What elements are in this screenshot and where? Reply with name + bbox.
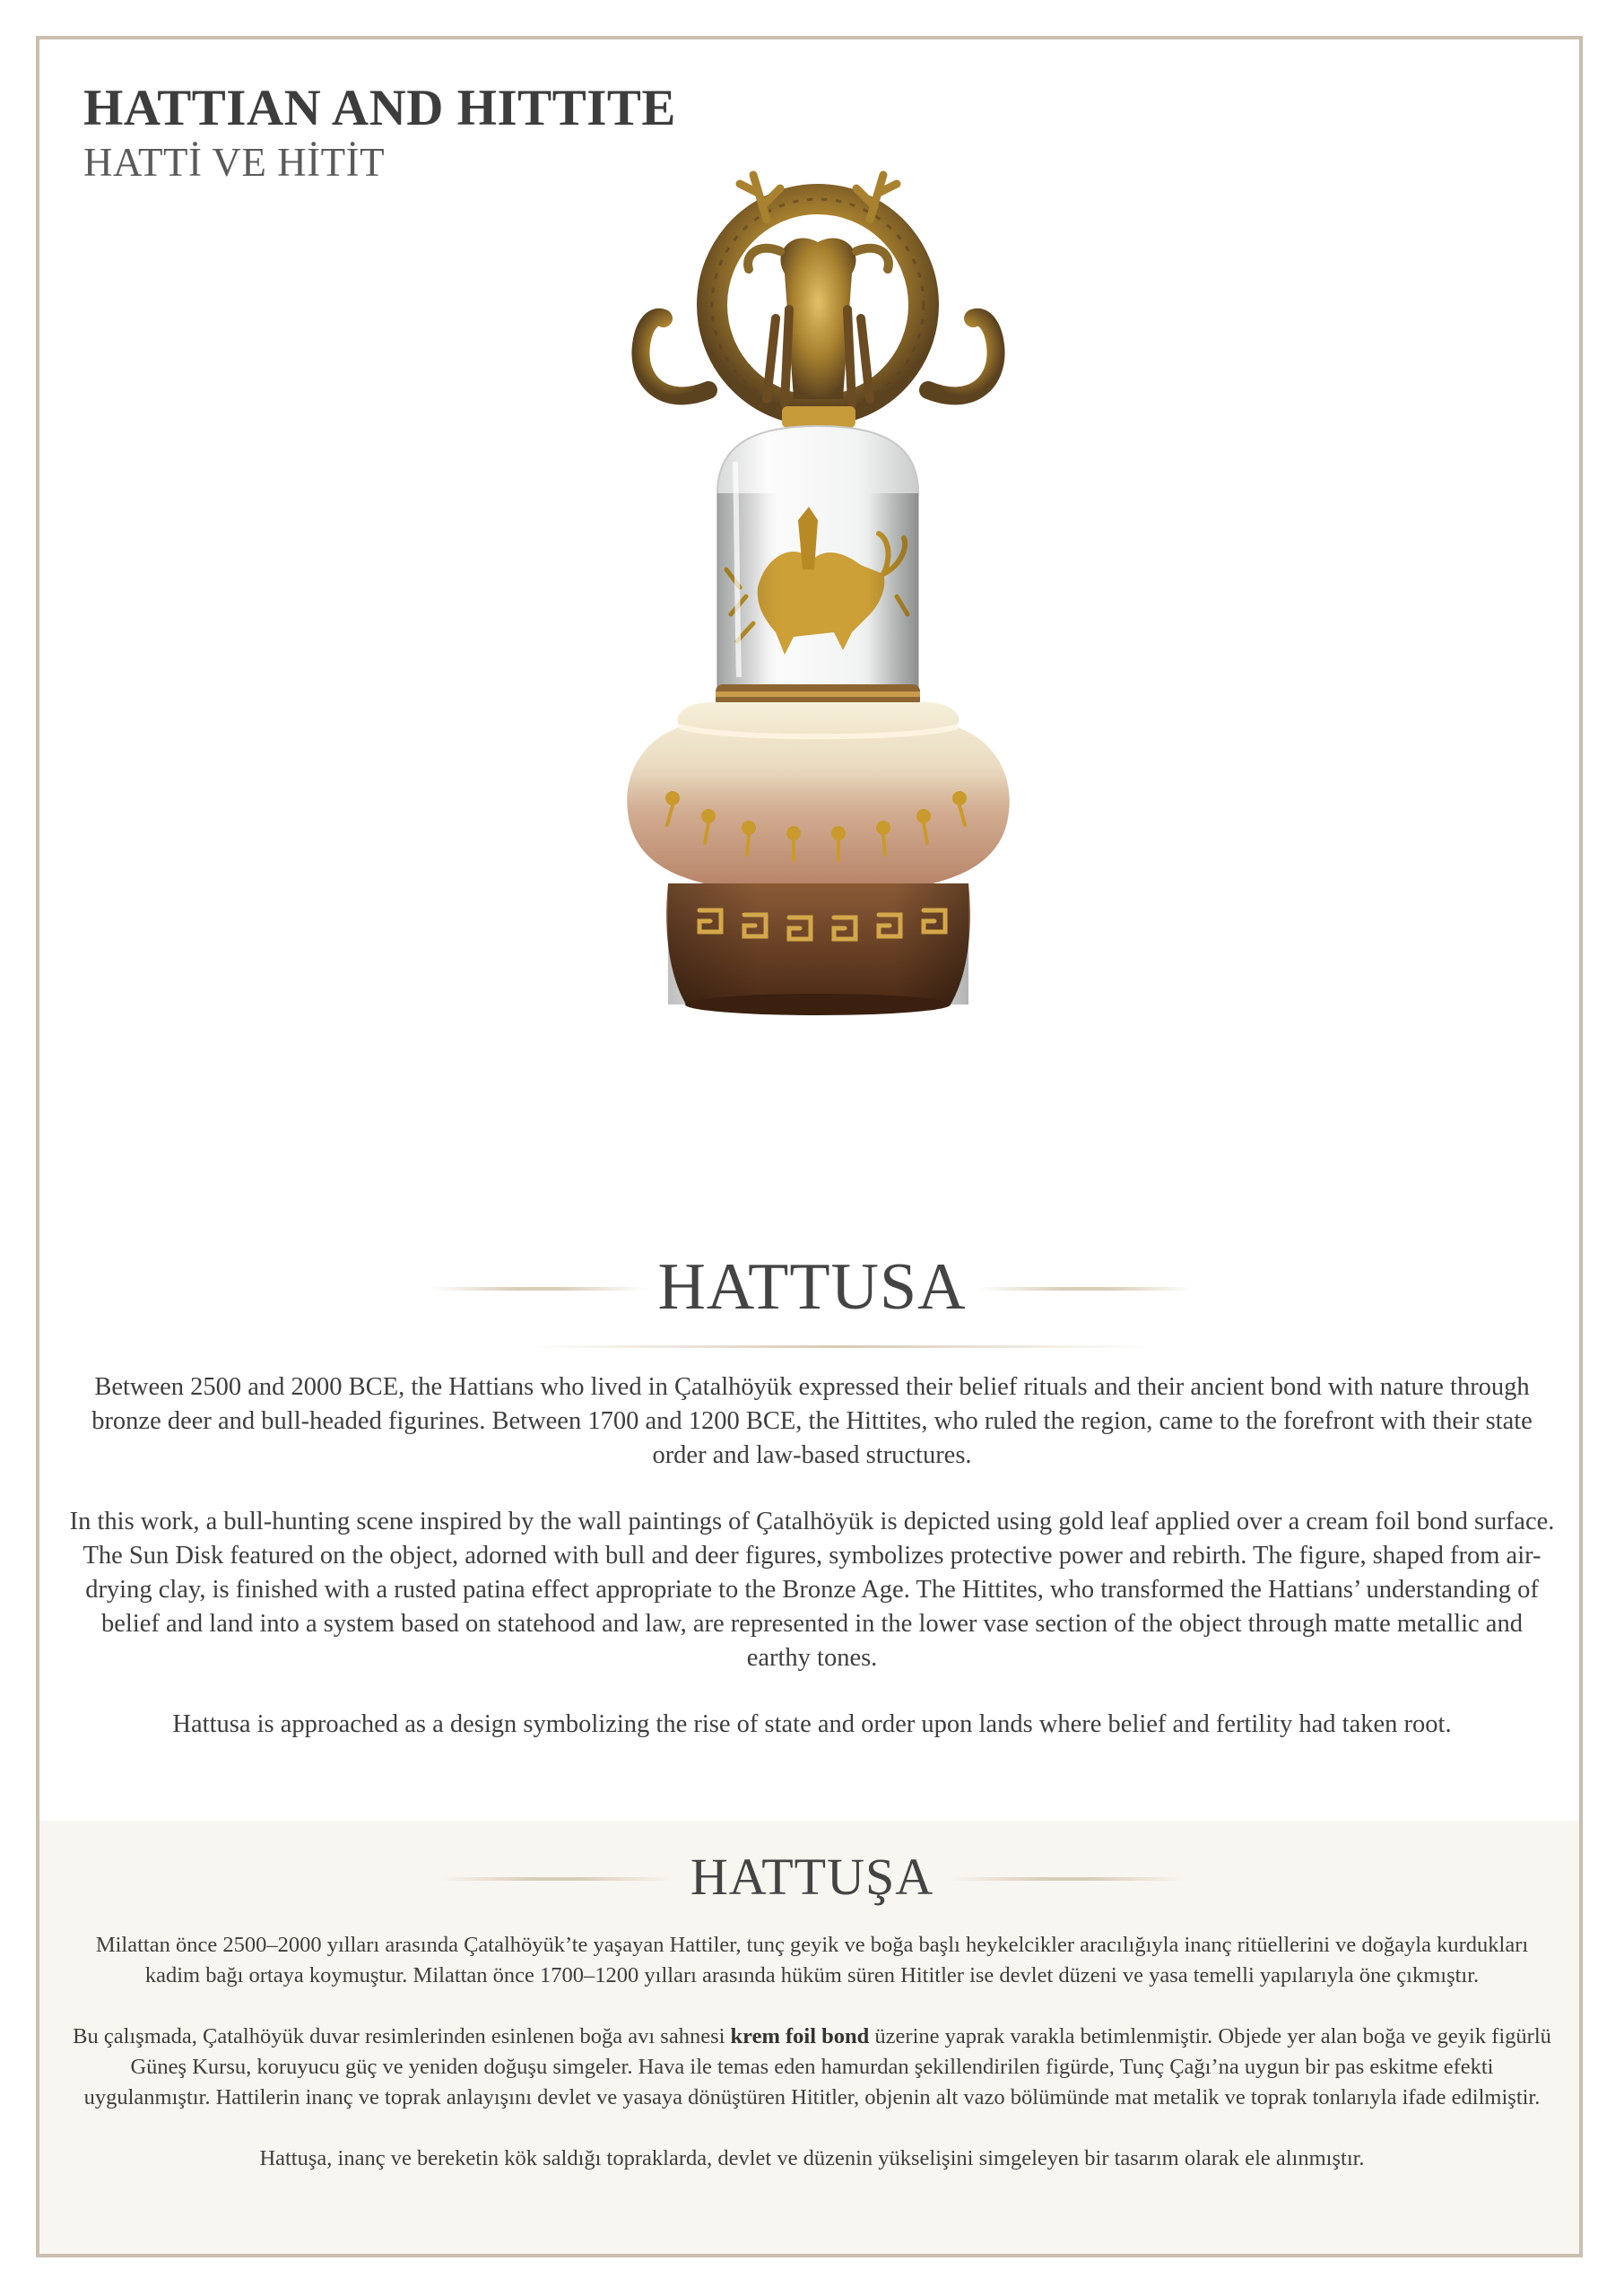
section-title-en: HATTUSA: [657, 1250, 967, 1324]
paragraph: Between 2500 and 2000 BCE, the Hattians who lived in Çatalhöyük expressed their belief rituals and their ancient bond with nature through bronze deer and bull-headed figurines. Between 1700 and 1200 BCE, the Hittites, who ruled the region, came to the forefront with their state order and law-based structures.: [91, 1373, 1533, 1469]
paragraph: [67, 2022, 1557, 2113]
page-title: HATTIAN AND HITTITE: [83, 80, 676, 136]
heading-divider-right: [951, 1877, 1184, 1881]
paragraph-text: Bu çalışmada, Çatalhöyük duvar resimlerinden esinlenen boğa avı sahnesi: [73, 2024, 731, 2048]
paragraph: Hattusa is approached as a design symbolizing the rise of state and order upon lands where belief and fertility had taken root.: [172, 1710, 1452, 1738]
paragraph-text: üzerine yaprak varakla betimlenmiştir. Objede yer alan boğa ve geyik figürlü Güneş Kursu, koruyucu güç ve yeniden doğuşu simgeler. Hava ile temas eden hamurdan şekillendirilen figürde, Tunç Çağı’na uygun bir pas eskitme efekti uygulanmıştır. Hattilerin inanç ve toprak anlayışını devlet ve yasaya dönüştüren Hititler, objenin alt vazo bölümünde mat metalik ve toprak tonlarıyla ifade edilmiştir.: [83, 2024, 1551, 2109]
heading-divider-left: [430, 1287, 646, 1291]
heading-underline: [529, 1345, 1148, 1348]
section-heading-en: [0, 1248, 1624, 1326]
artwork-image: [574, 166, 1058, 1188]
paragraph: In this work, a bull-hunting scene inspired by the wall paintings of Çatalhöyük is depicted using gold leaf applied over a cream foil bond surface. The Sun Disk featured on the object, adorned with bull and deer figures, symbolizes protective power and rebirth. The figure, shaped from air-drying clay, is finished with a rusted patina effect appropriate to the Bronze Age. The Hittites, who transformed the Hattians’ understanding of belief and land into a system based on statehood and law, are represented in the lower vase section of the object through matte metallic and earthy tones.: [69, 1508, 1555, 1672]
body-text-tr: [67, 1930, 1557, 2205]
heading-divider-right: [977, 1287, 1193, 1291]
page-subtitle: HATTİ VE HİTİT: [83, 140, 386, 185]
paragraph: Hattuşa, inanç ve bereketin kök saldığı topraklarda, devlet ve düzenin yükselişini simgeleyen bir tasarım olarak ele alınmıştır.: [259, 2146, 1365, 2170]
body-text-en: [67, 1370, 1557, 1774]
sun-disk-ornament: [640, 175, 995, 411]
glass-dome: [717, 426, 918, 691]
heading-divider-left: [439, 1877, 673, 1881]
emphasis-text: krem foil bond: [730, 2024, 870, 2048]
section-heading-tr: [0, 1846, 1624, 1909]
vase-base: [627, 702, 1010, 1015]
section-title-tr: HATTUŞA: [690, 1848, 934, 1906]
paragraph: Milattan önce 2500–2000 yılları arasında Çatalhöyük’te yaşayan Hattiler, tunç geyik ve boğa başlı heykelcikler aracılığıyla inanç ritüellerini ve doğayla kurdukları kadim bağı ortaya koymuştur. Milattan önce 1700–1200 yılları arasında hüküm süren Hititler ise devlet düzeni ve yasa temelli yapılarıyla öne çıkmıştır.: [95, 1933, 1529, 1987]
